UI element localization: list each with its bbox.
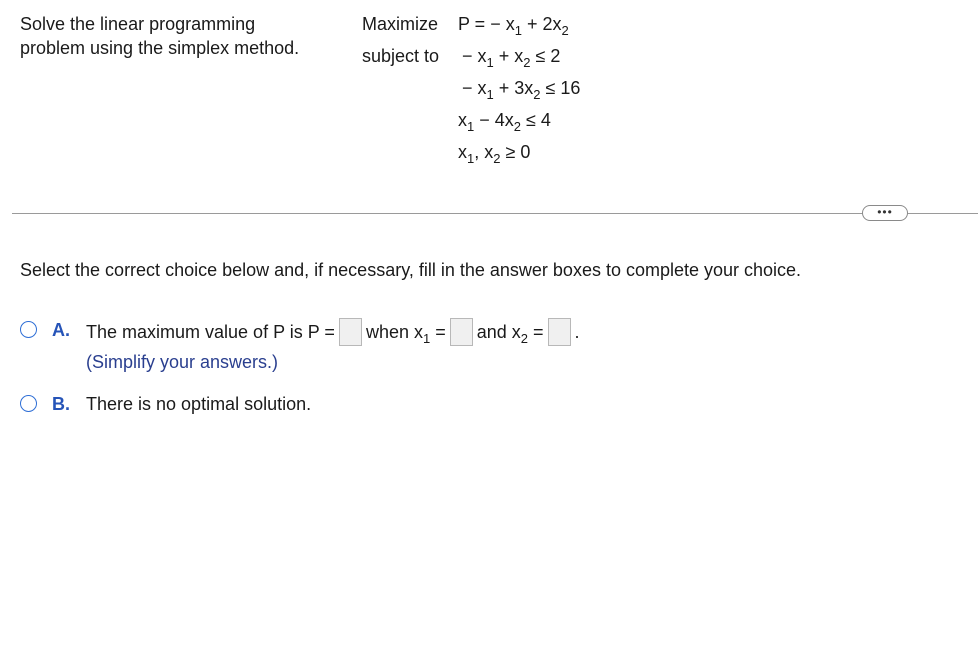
choice-a-period: . bbox=[574, 322, 580, 342]
constraint-3: $x_1 - 4x_2 \le 4$ bbox=[458, 110, 551, 134]
constraint-1: − $x_1 + x_2 \le 2$ bbox=[462, 46, 561, 70]
choice-b-letter: B. bbox=[52, 394, 70, 414]
answer-box-p[interactable] bbox=[339, 318, 362, 346]
choice-a-text-3: and $x_2$ = bbox=[476, 322, 544, 346]
choice-a-text bbox=[86, 318, 580, 346]
answer-box-x2[interactable] bbox=[548, 318, 571, 346]
answer-box-x1[interactable] bbox=[450, 318, 473, 346]
objective-function: P = − $x_1 + 2x_2$ bbox=[458, 14, 569, 38]
constraint-2: − $x_1 + 3x_2 \le 16$ bbox=[462, 78, 581, 102]
section-divider bbox=[12, 213, 978, 214]
choice-a-text-1: The maximum value of P is P = bbox=[86, 322, 335, 342]
simplify-hint: (Simplify your answers.) bbox=[86, 352, 279, 372]
choice-a[interactable] bbox=[20, 318, 640, 378]
radio-choice-a[interactable] bbox=[20, 321, 37, 338]
choice-a-letter: A. bbox=[52, 320, 70, 340]
choice-a-text-2: when $x_1$ = bbox=[365, 322, 446, 346]
problem-prompt: Solve the linear programming problem using the simplex method. bbox=[20, 14, 300, 58]
instruction-text: Select the correct choice below and, if necessary, fill in the answer boxes to complete your choice. bbox=[20, 260, 802, 280]
more-options-button[interactable]: ••• bbox=[862, 205, 908, 221]
radio-choice-b[interactable] bbox=[20, 395, 37, 412]
constraint-nonnegativity: $x_1$, $x_2 \ge 0$ bbox=[458, 142, 531, 166]
choice-b-text: There is no optimal solution. bbox=[86, 394, 312, 414]
subject-to-label: subject to bbox=[362, 46, 440, 66]
choice-b[interactable] bbox=[20, 392, 360, 418]
maximize-label: Maximize bbox=[362, 14, 439, 34]
